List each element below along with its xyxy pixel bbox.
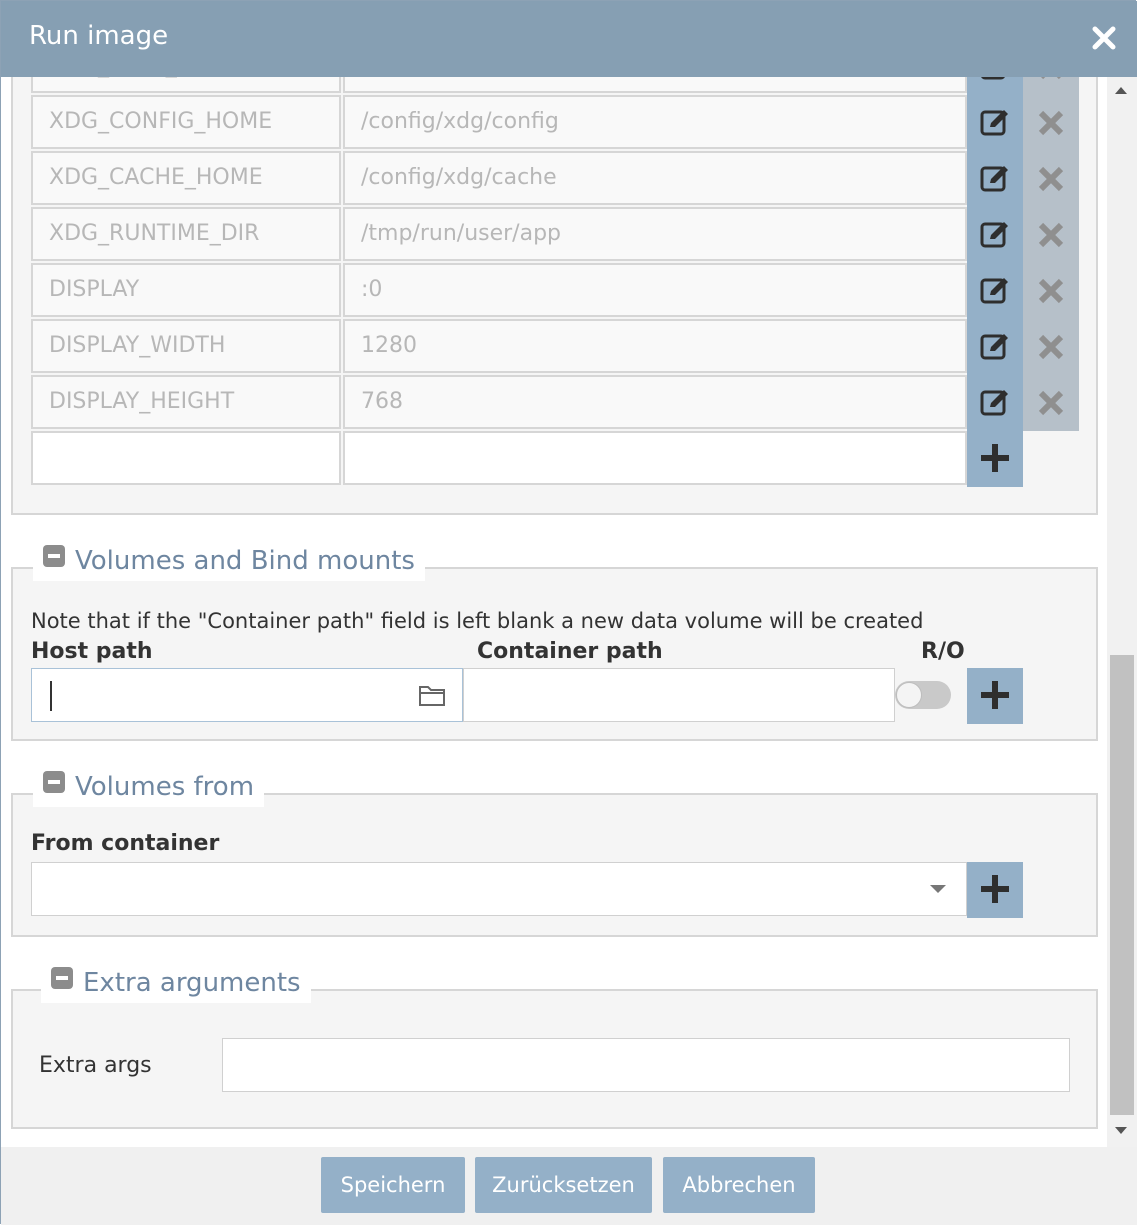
env-name-field[interactable]: DISPLAY_WIDTH [31,319,341,373]
cancel-button[interactable]: Abbrechen [663,1157,815,1213]
env-name-field[interactable]: XDG_CACHE_HOME [31,151,341,205]
dialog-content [1,77,1109,1147]
delete-icon[interactable] [1023,151,1079,207]
env-value-field[interactable]: 768 [343,375,967,429]
edit-icon[interactable] [967,207,1023,263]
dialog-title: Run image [29,21,169,51]
delete-icon[interactable] [1023,95,1079,151]
extra-args-label: Extra args [39,1053,152,1078]
new-env-value-input[interactable] [343,431,967,485]
volumes-legend [33,541,425,581]
edit-icon[interactable] [967,319,1023,375]
from-container-select[interactable] [31,862,967,916]
reset-button[interactable]: Zurücksetzen [475,1157,652,1213]
host-path-input[interactable] [31,668,463,722]
edit-icon[interactable] [967,151,1023,207]
container-path-input[interactable] [463,668,895,722]
volumes-from-legend [33,767,264,807]
collapse-icon[interactable] [43,545,65,567]
env-vars-fieldset [11,37,1098,515]
scrollbar-thumb[interactable] [1110,655,1134,1115]
env-value-field[interactable]: /config/xdg/config [343,95,967,149]
env-value-field[interactable]: 1280 [343,319,967,373]
host-path-label: Host path [31,639,153,664]
extra-args-fieldset [11,968,1098,1129]
container-path-label: Container path [477,639,663,664]
env-name-field[interactable]: DISPLAY [31,263,341,317]
volumes-from-fieldset [11,772,1098,937]
extra-args-input[interactable] [222,1038,1070,1092]
env-name-field[interactable]: XDG_CONFIG_HOME [31,95,341,149]
text-caret [50,681,52,711]
ro-label: R/O [921,639,965,664]
volumes-note: Note that if the "Container path" field is left blank a new data volume will be created [31,609,924,633]
env-value-field[interactable]: :0 [343,263,967,317]
collapse-icon[interactable] [43,771,65,793]
collapse-icon[interactable] [51,967,73,989]
add-volumes-from-button[interactable] [967,862,1023,918]
volumes-from-legend-text: Volumes from [75,772,255,802]
new-env-name-input[interactable] [31,431,341,485]
extra-args-legend-text: Extra arguments [83,968,301,998]
volumes-fieldset [11,546,1098,741]
edit-icon[interactable] [967,95,1023,151]
env-value-field[interactable]: /config/xdg/cache [343,151,967,205]
edit-icon[interactable] [967,263,1023,319]
scroll-up-icon[interactable] [1115,87,1127,94]
close-icon[interactable] [1089,23,1119,53]
chevron-down-icon [930,885,946,893]
from-container-label: From container [31,831,220,856]
delete-icon[interactable] [1023,263,1079,319]
dialog-titlebar [1,1,1137,77]
add-volume-button[interactable] [967,668,1023,724]
dialog-footer [1,1147,1137,1225]
env-name-field[interactable]: XDG_RUNTIME_DIR [31,207,341,261]
extra-args-legend [41,963,311,1003]
volumes-legend-text: Volumes and Bind mounts [75,546,415,576]
folder-icon[interactable] [418,683,446,711]
toggle-knob [896,682,922,708]
delete-icon[interactable] [1023,207,1079,263]
edit-icon[interactable] [967,375,1023,431]
ro-toggle[interactable] [895,681,951,709]
vertical-scrollbar[interactable] [1107,77,1137,1147]
add-env-button[interactable] [967,431,1023,487]
save-button[interactable]: Speichern [321,1157,465,1213]
delete-icon[interactable] [1023,319,1079,375]
env-value-field[interactable]: /tmp/run/user/app [343,207,967,261]
delete-icon[interactable] [1023,375,1079,431]
env-name-field[interactable]: DISPLAY_HEIGHT [31,375,341,429]
scroll-down-icon[interactable] [1115,1127,1127,1134]
